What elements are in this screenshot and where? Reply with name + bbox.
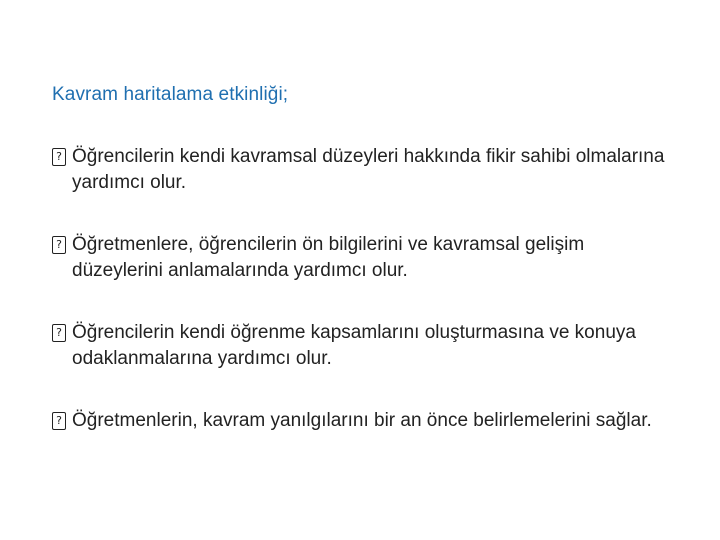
list-item [52,320,672,372]
slide-heading: Kavram haritalama etkinliği; [52,84,289,105]
bullet-text: Öğretmenlere, öğrencilerin ön bilgilerini ve kavramsal gelişim düzeylerini anlamalarında yardımcı olur. [72,234,585,281]
replacement-character-icon: ? [52,324,66,342]
list-item [52,408,672,434]
list-item [52,144,672,196]
replacement-character-icon: ? [52,412,66,430]
replacement-character-icon: ? [52,236,66,254]
list-item [52,232,672,284]
replacement-character-icon: ? [52,148,66,166]
bullet-text: Öğrencilerin kendi öğrenme kapsamlarını oluşturmasına ve konuya odaklanmalarına yardımcı olur. [72,322,636,369]
bullet-text: Öğretmenlerin, kavram yanılgılarını bir an önce belirlemelerini sağlar. [72,410,652,431]
bullet-text: Öğrencilerin kendi kavramsal düzeyleri hakkında fikir sahibi olmalarına yardımcı olur. [72,146,665,193]
bullet-list [52,144,672,434]
